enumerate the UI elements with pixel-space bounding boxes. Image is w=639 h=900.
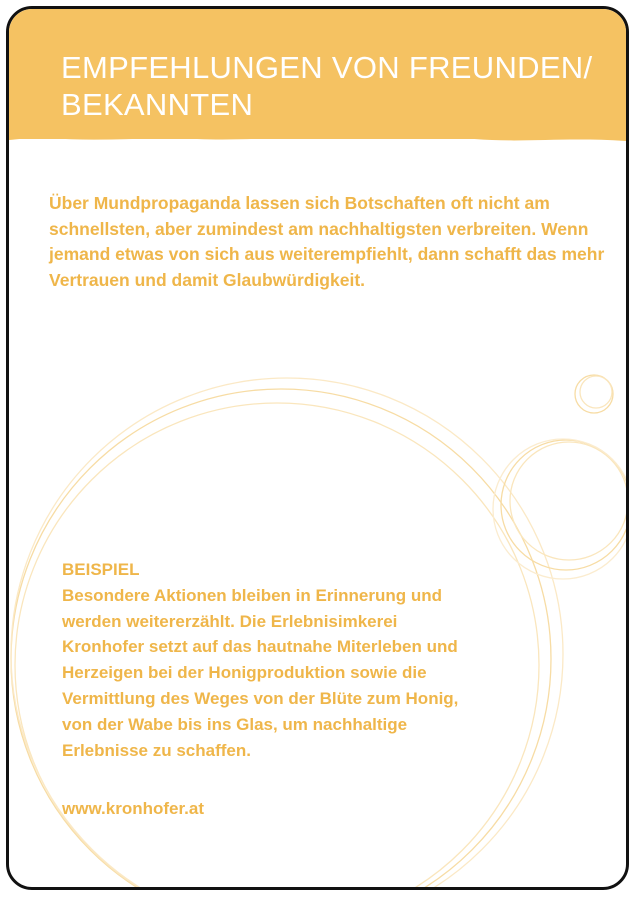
website-link[interactable]: www.kronhofer.at [62, 799, 205, 818]
example-heading: BEISPIEL [62, 560, 140, 579]
page-title: EMPFEHLUNGEN VON FREUNDEN/ BEKANNTEN [61, 50, 593, 122]
example-section [62, 557, 462, 763]
example-text: Besondere Aktionen bleiben in Erinnerung und werden weitererzählt. Die Erlebnisimkerei Kronhofer setzt auf das hautnahe Miterleben und Herzeigen bei der Honigproduktion sowie die Vermittlung des Weges von der Blüte zum Honig, von der Wabe bis ins Glas, um nachhaltige Erlebnisse zu schaffen. [62, 585, 459, 760]
intro-paragraph: Über Mundpropaganda lassen sich Botschaften oft nicht am schnellsten, aber zumindest am nachhaltigsten verbreiten. Wenn jemand etwas von sich aus weiterempfiehlt, dann schafft das mehr Vertrauen und damit Glaubwürdigkeit. [49, 193, 605, 290]
info-card [6, 6, 629, 890]
